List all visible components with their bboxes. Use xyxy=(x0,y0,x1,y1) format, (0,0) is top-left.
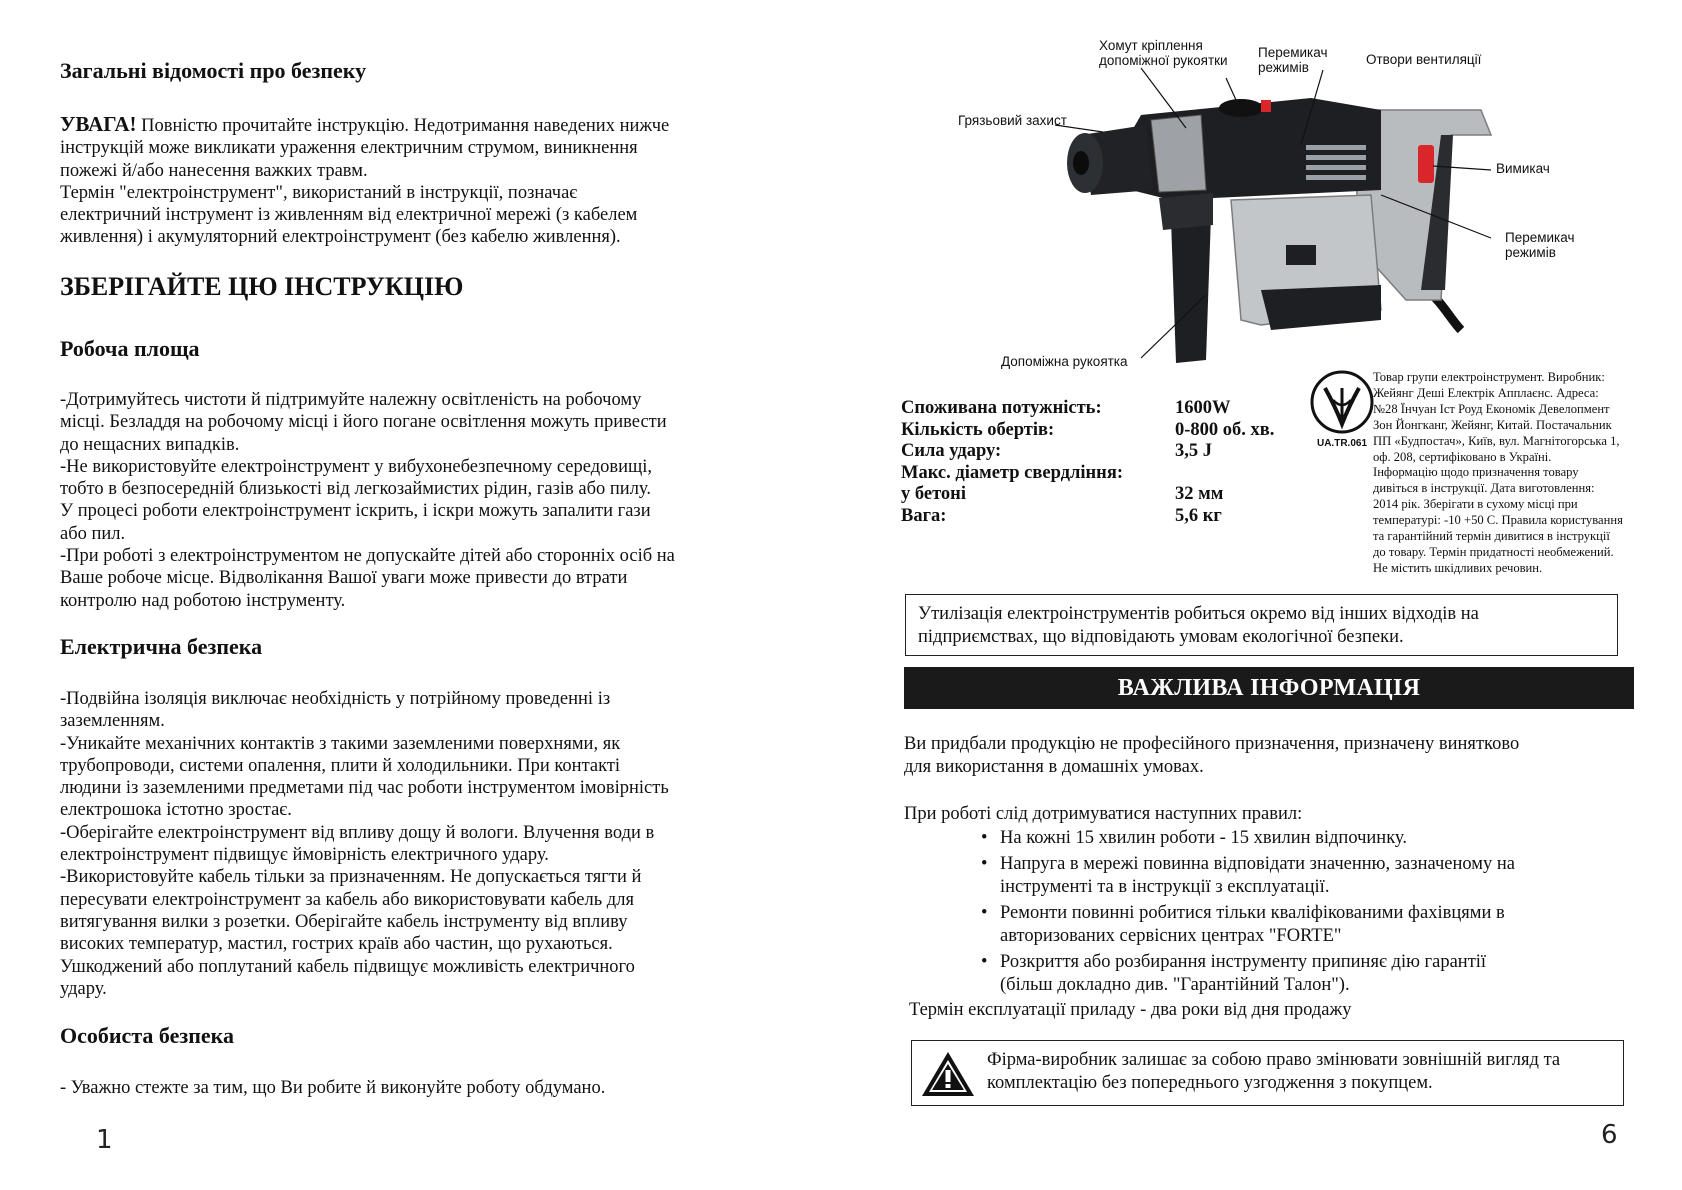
general-safety-title: Загальні відомості про безпеку xyxy=(60,58,367,83)
callout-text: Перемикач xyxy=(1258,45,1328,60)
disposal-notice xyxy=(905,594,1618,656)
cert-line: 2014 рік. Зберігати в сухому місці при xyxy=(1373,497,1578,512)
cert-line: оф. 208, сертифіковано в Україні. xyxy=(1373,449,1552,464)
notice-line: комплектацію без попереднього узгодження з покупцем. xyxy=(987,1073,1433,1093)
warning-paragraph xyxy=(60,113,800,249)
callout-aux-handle: Допоміжна рукоятка xyxy=(1001,354,1128,369)
cert-line: температурі: -10 +50 С. Правила користування xyxy=(1373,513,1623,528)
workplace-line: до нещасних випадків. xyxy=(60,434,240,455)
list-item xyxy=(981,951,1641,997)
rule-line: авторизованих сервісних центрах "FORTE" xyxy=(1000,926,1342,946)
workplace-line: місці. Безладдя на робочому місці і його погане освітлення можуть привести xyxy=(60,412,667,433)
electric-line: витягування вилки з розетки. Оберігайте кабель інструменту від впливу xyxy=(60,911,628,932)
cert-line: Не містить шкідливих речовин. xyxy=(1373,560,1543,575)
left-page xyxy=(0,0,800,1190)
mode-switch-knob xyxy=(1219,99,1263,117)
workplace-line: -Дотримуйтесь чистоти й підтримуйте належну освітленість на робочому xyxy=(60,390,642,410)
intro-paragraph xyxy=(904,733,1644,779)
manufacturer-notice xyxy=(911,1040,1624,1106)
spec-label: Вага: xyxy=(901,505,947,526)
workplace-title: Робоча площа xyxy=(60,336,200,361)
warning-lead: УВАГА! xyxy=(60,112,137,136)
tool-holder xyxy=(1073,151,1089,175)
warning-line: інструкцій може викликати ураження електричним струмом, виникнення xyxy=(60,138,638,159)
intro-line: Ви придбали продукцію не професійного призначення, призначену винятково xyxy=(904,734,1520,754)
workplace-paragraph xyxy=(60,389,800,612)
rule-line: інструменті та в інструкції з експлуатації. xyxy=(1000,877,1330,897)
spec-label: Макс. діаметр свердління: xyxy=(901,462,1123,483)
spec-label: Сила удару: xyxy=(901,441,1002,461)
service-life-text: Термін експлуатації приладу - два роки від дня продажу xyxy=(909,1000,1352,1020)
motor-base xyxy=(1261,285,1381,330)
page-number-left: 1 xyxy=(96,1125,113,1155)
warning-line: Термін "електроінструмент", використаний в інструкції, позначає xyxy=(60,182,578,203)
rules-list xyxy=(981,827,1641,1000)
intro-line: для використання в домашніх умовах. xyxy=(904,757,1204,777)
disposal-line: підприємствах, що відповідають умовам екологічної безпеки. xyxy=(918,626,1404,647)
cert-line: №28 Їнчуан Іст Роуд Економік Девелопмент xyxy=(1373,401,1610,416)
cert-line: ПП «Будпостач», Київ, вул. Магнітогорська 1, xyxy=(1373,433,1620,448)
electric-line: високих температур, мастил, гострих країв або частин, що рухаються. xyxy=(60,934,613,955)
electric-line: -Використовуйте кабель тільки за призначенням. Не допускається тягти й xyxy=(60,867,642,888)
cert-line: дивіться в інструкції. Дата виготовлення: xyxy=(1373,481,1595,496)
warning-line: пожежі й/або нанесення важких травм. xyxy=(60,160,368,181)
rule-line: Розкриття або розбирання інструменту припиняє дію гарантії xyxy=(1000,952,1487,972)
certification-code: UA.TR.061 xyxy=(1316,438,1367,449)
spec-value: 32 мм xyxy=(1175,484,1224,504)
notice-line: Фірма-виробник залишає за собою право змінювати зовнішній вигляд та xyxy=(987,1050,1561,1070)
warning-triangle-icon xyxy=(920,1050,976,1098)
rule-line: Ремонти повинні робитися тільки кваліфікованими фахівцями в xyxy=(1000,903,1505,923)
electric-line: -Оберігайте електроінструмент від впливу дощу й вологи. Влучення води в xyxy=(60,822,655,843)
electric-line: електрошока істотно зростає. xyxy=(60,800,292,821)
workplace-line: контролю над роботою інструменту. xyxy=(60,590,346,611)
workplace-line: або пил. xyxy=(60,523,126,544)
list-item xyxy=(981,827,1641,850)
spec-value: 3,5 J xyxy=(1175,441,1212,461)
workplace-line: -Не використовуйте електроінструмент у вибухонебезпечному середовищі, xyxy=(60,456,653,477)
electric-line: Ушкоджений або поплутаний кабель підвищує можливість електричного xyxy=(60,956,635,977)
mode-switch-lock xyxy=(1261,100,1271,112)
spec-value: 1600W xyxy=(1175,398,1231,418)
auxiliary-handle xyxy=(1171,215,1211,363)
electric-line: людини із заземленими предметами під час роботи інструментом імовірність xyxy=(60,778,669,799)
callout-text: режимів xyxy=(1505,245,1556,260)
electric-line: -Подвійна ізоляція виключає необхідність у потрійному проведенні із xyxy=(60,689,611,709)
cert-line: Жейянг Деші Електрік Апплаєнс. Адреса: xyxy=(1373,385,1599,400)
electric-line: пересувати електроінструмент за кабель або використовувати кабель для xyxy=(60,889,634,910)
certification-text xyxy=(1373,370,1659,577)
certification-mark xyxy=(1305,366,1379,458)
cert-line: до товару. Термін придатності необмежений. xyxy=(1373,544,1614,559)
disposal-line: Утилізація електроінструментів робиться окремо від інших відходів на xyxy=(918,604,1479,624)
callout-text: допоміжної рукоятки xyxy=(1099,53,1228,68)
rule-line: (більш докладно див. "Гарантійний Талон"). xyxy=(1000,975,1350,995)
cert-line: та гарантійний термін дивитися в інструкції xyxy=(1373,529,1610,544)
callout-vents: Отвори вентиляції xyxy=(1366,52,1482,67)
warning-line: Повністю прочитайте інструкцію. Недотримання наведених нижче xyxy=(136,116,670,136)
rule-line: На кожні 15 хвилин роботи - 15 хвилин відпочинку. xyxy=(1000,828,1407,848)
personal-paragraph: - Уважно стежте за тим, що Ви робите й виконуйте роботу обдумано. xyxy=(60,1078,606,1098)
callout-trigger: Вимикач xyxy=(1496,161,1550,176)
electric-paragraph xyxy=(60,688,800,1000)
electric-line: трубопроводи, системи опалення, плити й холодильники. При контакті xyxy=(60,755,621,776)
cert-line: Зон Йонгканг, Жейянг, Китай. Постачальник xyxy=(1373,417,1612,432)
cert-line: Інформацію щодо призначення товару xyxy=(1373,465,1579,480)
rule-line: Напруга в мережі повинна відповідати значенню, зазначеному на xyxy=(1000,854,1515,874)
cert-line: Товар групи електроінструмент. Виробник: xyxy=(1373,370,1605,384)
auxiliary-handle-clamp xyxy=(1159,193,1213,230)
electric-line: заземленням. xyxy=(60,711,165,732)
spec-label: Кількість обертів: xyxy=(901,419,1055,440)
workplace-line: У процесі роботи електроінструмент іскрить, і іскри можуть запалити гази xyxy=(60,501,651,522)
important-info-banner: ВАЖЛИВА ІНФОРМАЦІЯ xyxy=(904,667,1634,709)
brand-badge xyxy=(1286,245,1316,265)
drill-diagram xyxy=(841,0,1682,370)
warning-line: живлення) і акумуляторний електроінструмент (без кабелю живлення). xyxy=(60,227,621,248)
list-item xyxy=(981,853,1641,899)
electric-safety-title: Електрична безпека xyxy=(60,634,263,659)
spec-value: 0-800 об. хв. xyxy=(1175,419,1275,440)
warning-line: електричний інструмент із живленням від електричної мережі (з кабелем xyxy=(60,205,638,226)
trigger-switch xyxy=(1418,145,1434,183)
page-number-right: 6 xyxy=(1601,1120,1618,1150)
callout-text: Перемикач xyxy=(1505,230,1575,245)
manufacturer-notice-text xyxy=(987,1049,1617,1095)
electric-line: електроінструмент підвищує ймовірність електричного удару. xyxy=(60,845,549,866)
callout-mode-switch-top xyxy=(1258,45,1328,75)
rules-intro: При роботі слід дотримуватися наступних правил: xyxy=(904,804,1303,824)
right-page xyxy=(841,0,1682,1190)
callout-mode-switch-side xyxy=(1505,230,1575,260)
spec-value: 5,6 кг xyxy=(1175,505,1222,526)
save-instructions-title: ЗБЕРІГАЙТЕ ЦЮ ІНСТРУКЦІЮ xyxy=(60,272,464,301)
callout-dust-guard: Грязьовий захист xyxy=(958,113,1067,128)
spec-label: Споживана потужність: xyxy=(901,398,1102,418)
electric-line: удару. xyxy=(60,978,107,999)
list-item xyxy=(981,902,1641,948)
callout-handle-clamp xyxy=(1099,38,1228,68)
workplace-line: тобто в безпосередній близькості від легкозаймистих рідин, газів або пилу. xyxy=(60,479,651,500)
personal-safety-title: Особиста безпека xyxy=(60,1023,234,1048)
callout-text: режимів xyxy=(1258,60,1309,75)
workplace-line: Ваше робоче місце. Відволікання Вашої уваги може привести до втрати xyxy=(60,568,628,589)
handle-clamp-ring xyxy=(1151,115,1206,192)
workplace-line: -При роботі з електроінструментом не допускайте дітей або сторонніх осіб на xyxy=(60,546,675,567)
callout-text: Хомут кріплення xyxy=(1099,38,1203,53)
spec-label: у бетоні xyxy=(901,484,966,504)
electric-line: -Уникайте механічних контактів з такими заземленими поверхнями, як xyxy=(60,733,621,754)
